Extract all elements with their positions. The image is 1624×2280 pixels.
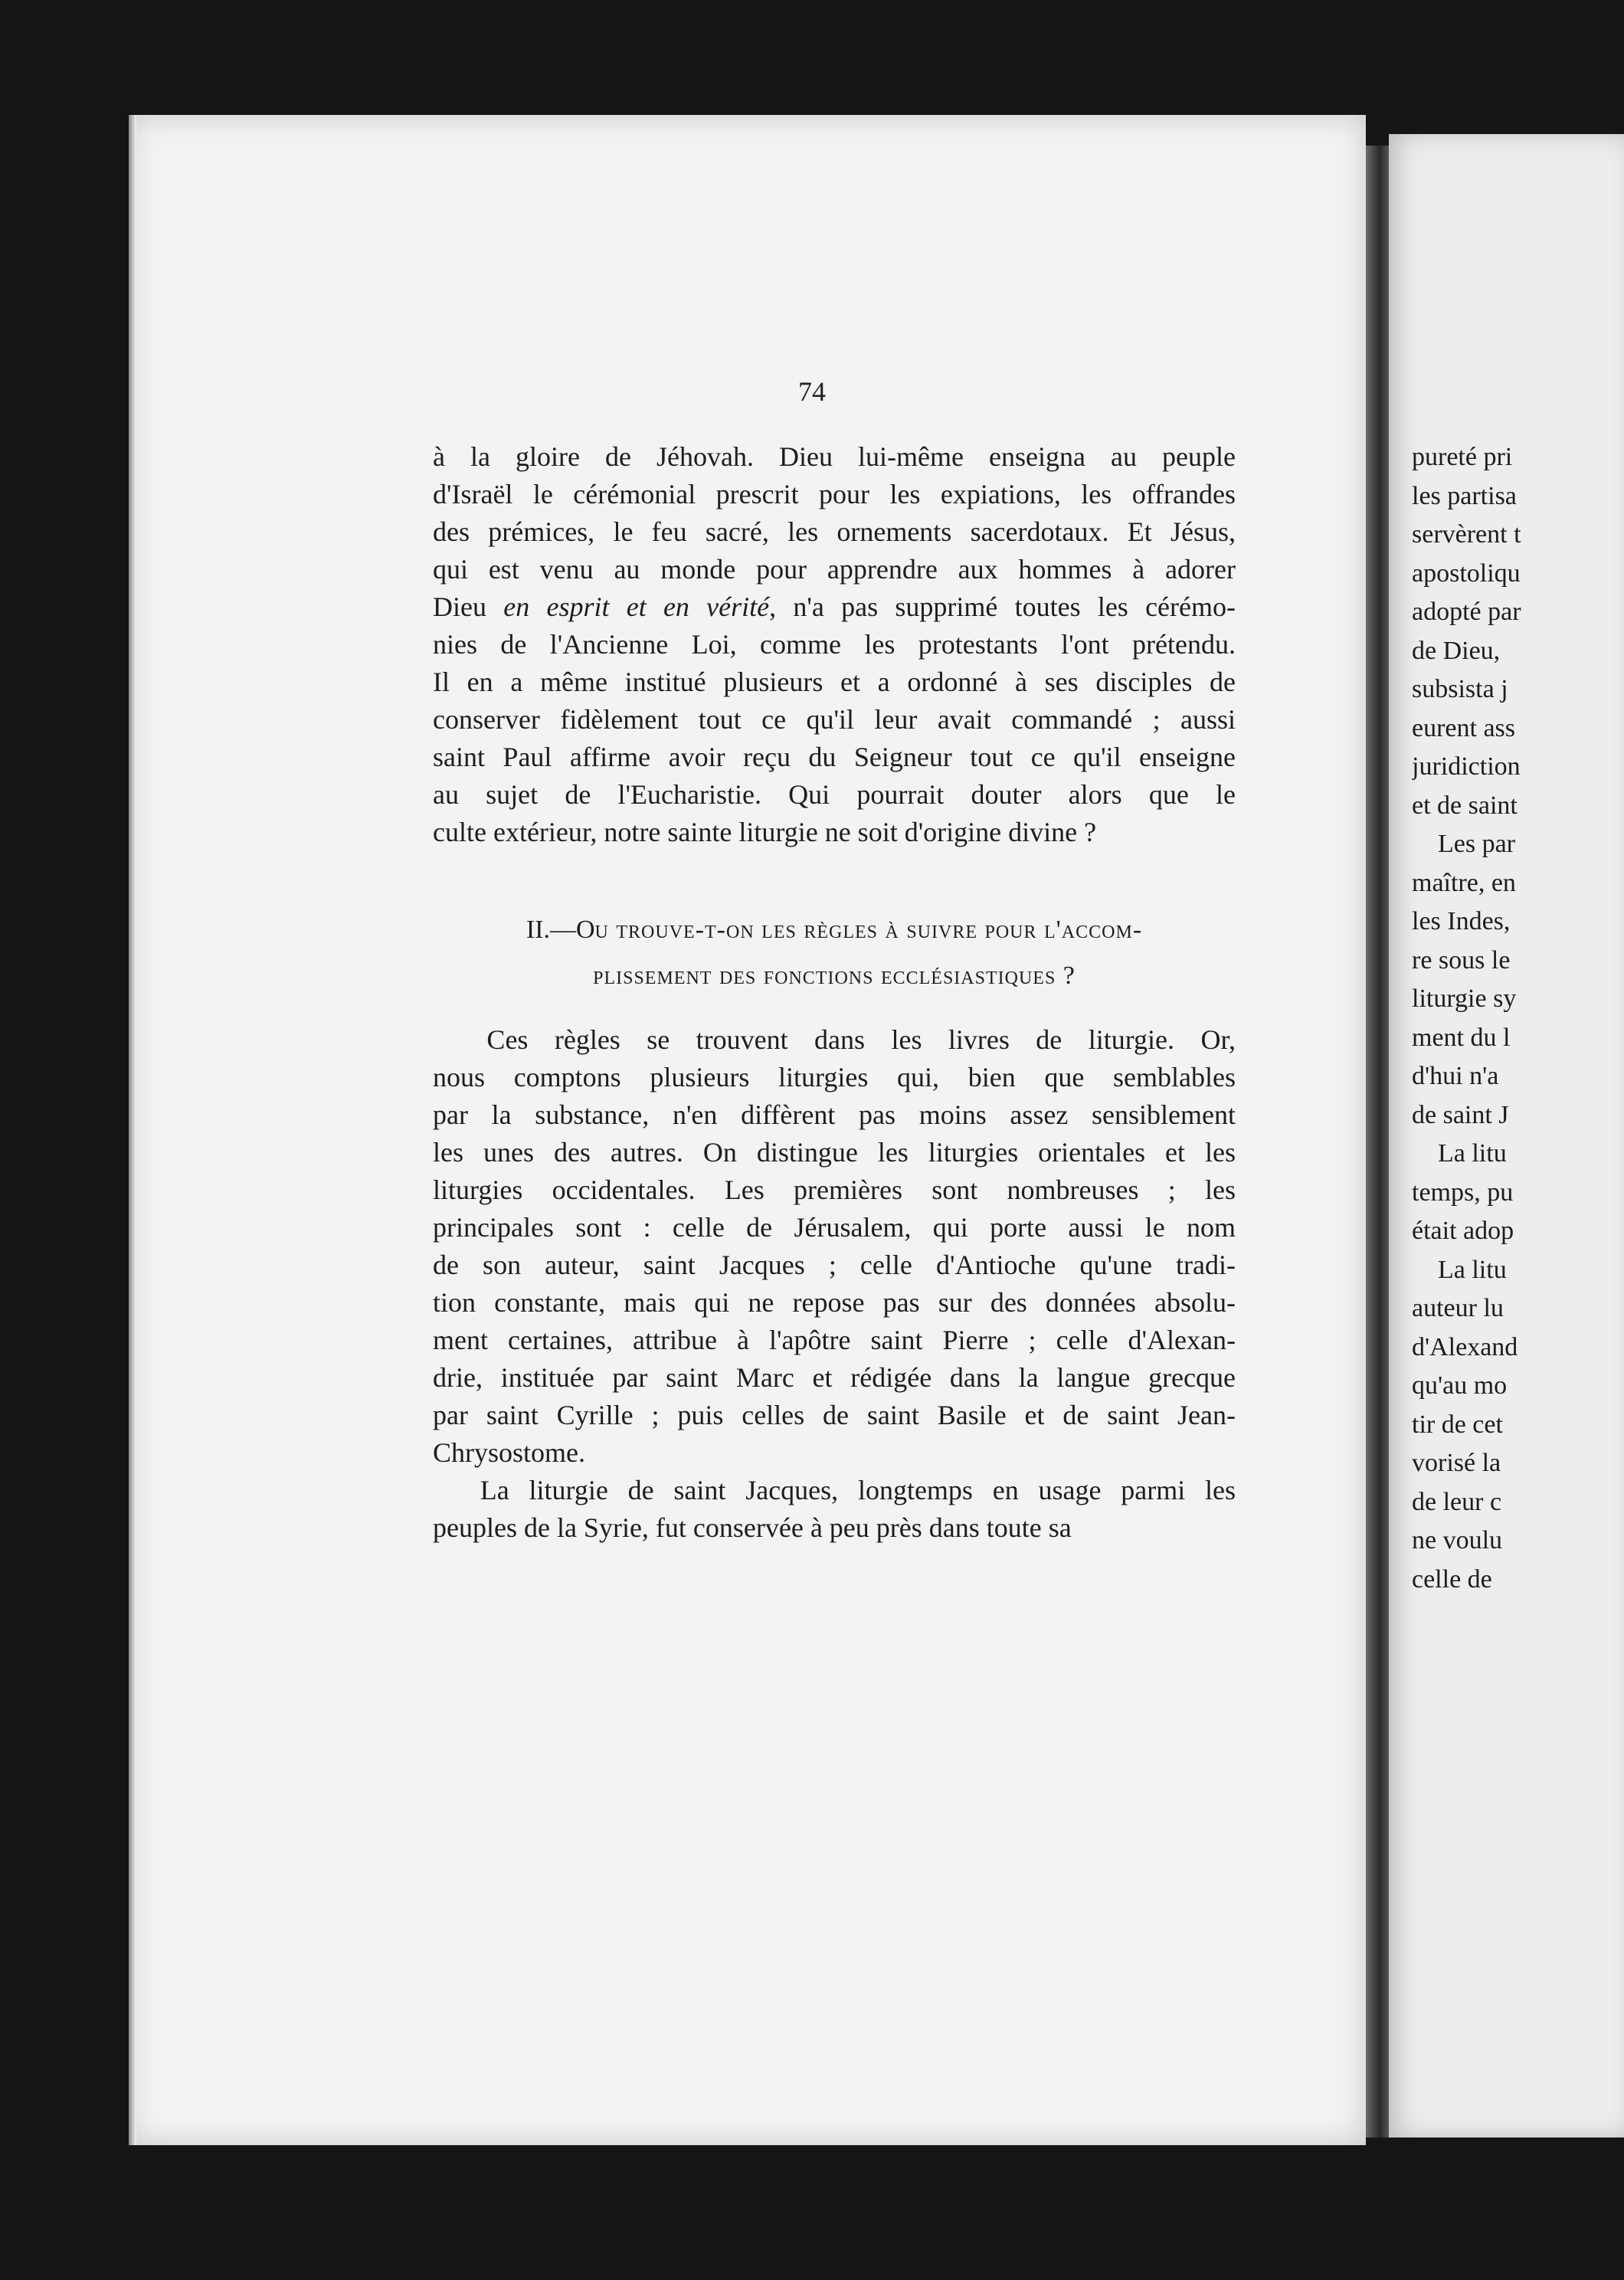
text-line: Ces règles se trouvent dans les livres de liturgie. Or,: [433, 1024, 1236, 1055]
right-page-line: La litu: [1412, 1139, 1507, 1168]
right-page-line: les Indes,: [1412, 907, 1511, 935]
text-line: des prémices, le feu sacré, les ornements sacerdotaux. Et Jésus,: [433, 516, 1236, 547]
right-page-line: d'Alexand: [1412, 1332, 1518, 1361]
text-line: de son auteur, saint Jacques ; celle d'Antioche qu'une tradi-: [433, 1250, 1236, 1280]
right-page-line: temps, pu: [1412, 1178, 1514, 1207]
text-line: nous comptons plusieurs liturgies qui, bien que semblables: [433, 1062, 1236, 1092]
right-page-line: Les par: [1412, 830, 1516, 858]
heading-text-1: u trouve-t-on les règles à suivre pour l'accom-: [594, 916, 1143, 944]
paragraph-3: [433, 1472, 1236, 1547]
text-line: Chrysostome.: [433, 1437, 586, 1468]
book-gutter: [1366, 146, 1389, 2138]
paragraph-2: [433, 1021, 1236, 1547]
right-page-line: celle de: [1412, 1564, 1492, 1594]
right-page-line: ne voulu: [1412, 1526, 1503, 1554]
right-page-line: était adop: [1412, 1217, 1514, 1245]
right-page-text: [1412, 438, 1624, 1599]
text-line: tion constante, mais qui ne repose pas sur des données absolu-: [433, 1287, 1236, 1318]
text-line: La liturgie de saint Jacques, longtemps en usage parmi les: [433, 1475, 1236, 1505]
section-heading-line-1: [433, 916, 1236, 945]
right-page-line: de saint J: [1412, 1100, 1509, 1129]
text-line: Dieu en esprit et en vérité, n'a pas supprimé toutes les cérémo-: [433, 591, 1236, 622]
right-page-line: et de saint: [1412, 791, 1518, 820]
text-line: nies de l'Ancienne Loi, comme les protestants l'ont prétendu.: [433, 629, 1236, 660]
text-line: au sujet de l'Eucharistie. Qui pourrait douter alors que le: [433, 779, 1236, 810]
text-line: principales sont : celle de Jérusalem, qui porte aussi le nom: [433, 1212, 1236, 1243]
right-page-line: re sous le: [1412, 945, 1511, 975]
right-page-line: servèrent t: [1412, 520, 1521, 549]
right-page-line: tir de cet: [1412, 1410, 1503, 1439]
text-line: à la gloire de Jéhovah. Dieu lui-même enseigna au peuple: [433, 441, 1236, 472]
right-page-line: juridiction: [1412, 752, 1521, 781]
text-line: liturgies occidentales. Les premières sont nombreuses ; les: [433, 1174, 1236, 1205]
text-line: conserver fidèlement tout ce qu'il leur avait commandé ; aussi: [433, 704, 1236, 735]
right-page-line: liturgie sy: [1412, 984, 1517, 1013]
right-page-line: subsista j: [1412, 675, 1508, 703]
paragraph-1: [433, 438, 1236, 851]
text-line: ment certaines, attribue à l'apôtre saint Pierre ; celle d'Alexan-: [433, 1325, 1236, 1355]
text-line: par la substance, n'en diffèrent pas moins assez sensiblement: [433, 1099, 1236, 1130]
text-line: d'Israël le cérémonial prescrit pour les expiations, les offrandes: [433, 479, 1236, 509]
right-page-line: de leur c: [1412, 1487, 1502, 1516]
heading-numeral: II.—O: [526, 916, 595, 944]
right-page-line: qu'au mo: [1412, 1371, 1508, 1400]
right-page-line: La litu: [1412, 1255, 1507, 1284]
right-page-line: de Dieu,: [1412, 636, 1501, 665]
right-page-line: vorisé la: [1412, 1449, 1501, 1477]
text-line: culte extérieur, notre sainte liturgie ne soit d'origine divine ?: [433, 817, 1097, 847]
text-line: les unes des autres. On distingue les liturgies orientales et les: [433, 1137, 1236, 1168]
right-page-line: les partisa: [1412, 481, 1517, 510]
heading-text-2: plissement des fonctions ecclésiastiques ?: [593, 961, 1076, 990]
right-page-line: maître, en: [1412, 868, 1516, 897]
text-line: saint Paul affirme avoir reçu du Seigneur tout ce qu'il enseigne: [433, 742, 1236, 772]
page-number: 74: [798, 376, 826, 407]
right-page-line: ment du l: [1412, 1023, 1511, 1052]
text-line: drie, instituée par saint Marc et rédigée dans la langue grecque: [433, 1362, 1236, 1393]
right-page-line: adopté par: [1412, 598, 1521, 626]
section-heading-line-2: [433, 961, 1236, 991]
right-page-line: d'hui n'a: [1412, 1062, 1499, 1090]
text-line: Il en a même institué plusieurs et a ordonné à ses disciples de: [433, 667, 1236, 697]
right-page-line: apostoliqu: [1412, 559, 1521, 588]
right-page-line: eurent ass: [1412, 713, 1516, 742]
right-page-line: auteur lu: [1412, 1294, 1504, 1322]
text-line: qui est venu au monde pour apprendre aux hommes à adorer: [433, 554, 1236, 585]
text-line: peuples de la Syrie, fut conservée à peu près dans toute sa: [433, 1512, 1072, 1543]
text-line: par saint Cyrille ; puis celles de saint Basile et de saint Jean-: [433, 1400, 1236, 1430]
right-page-line: pureté pri: [1412, 443, 1513, 471]
